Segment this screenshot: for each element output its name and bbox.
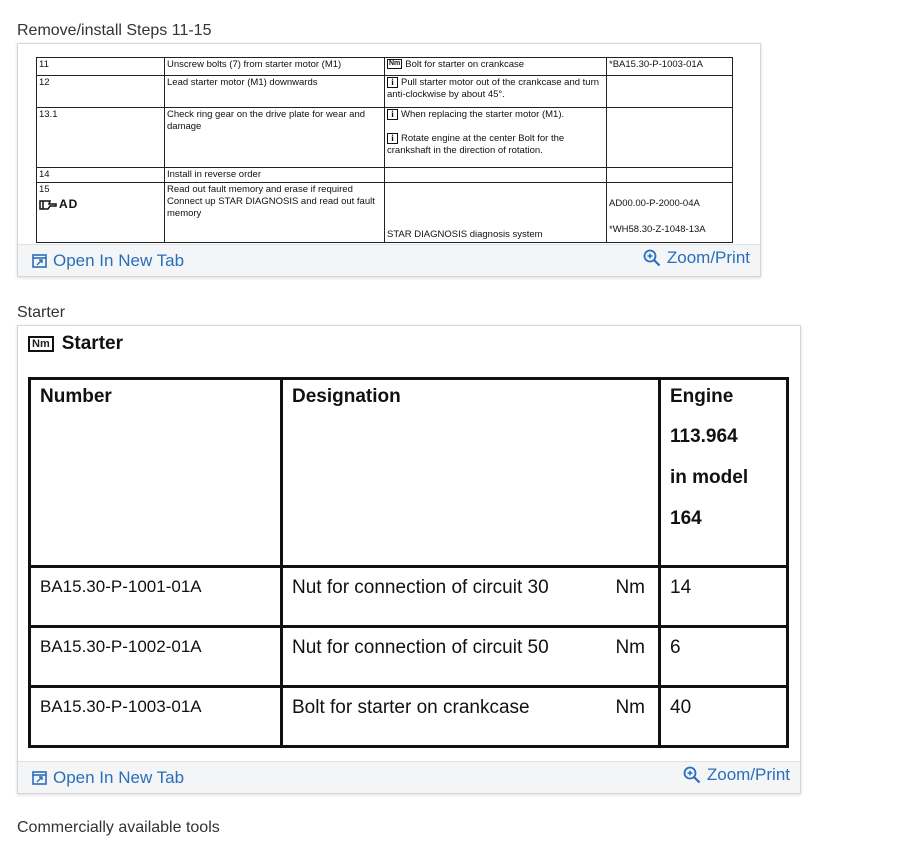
torque-value: 6 (660, 627, 788, 687)
step-note: i Pull starter motor out of the crankcase and turn anti-clockwise by about 45°. (385, 76, 607, 108)
step-ref[interactable] (607, 58, 733, 76)
step-action: Read out fault memory and erase if required Connect up STAR DIAGNOSIS and read out fault memory (165, 183, 385, 243)
open-tab-icon (32, 771, 47, 785)
torque-unit: Nm (615, 637, 645, 658)
steps-table (36, 57, 733, 243)
info-icon: i (387, 77, 398, 88)
starter-title: Starter (61, 333, 123, 354)
step-number: 11 (37, 58, 165, 76)
table-row (37, 76, 733, 108)
step-ref (607, 108, 733, 168)
torque-value: 14 (660, 567, 788, 627)
column-header-number: Number (30, 379, 282, 567)
step-note: i When replacing the starter motor (M1). i Rotate engine at the center Bolt for the crankshaft in the direction of rotation. (385, 108, 607, 168)
section-title-tools: Commercially available tools (17, 819, 220, 836)
pointing-hand-icon (39, 198, 57, 210)
torque-unit: Nm (615, 697, 645, 718)
torque-table (28, 377, 789, 748)
ref-link[interactable]: *BA15.30-P-1003-01A (609, 59, 704, 70)
steps-panel (17, 43, 761, 277)
table-row (37, 108, 733, 168)
step-note: STAR DIAGNOSIS diagnosis system (385, 183, 607, 243)
info-icon: i (387, 133, 398, 144)
info-icon: i (387, 109, 398, 120)
table-row (30, 687, 788, 747)
panel-footer (18, 761, 800, 793)
zoom-in-icon (683, 766, 701, 784)
zoom-print-link[interactable]: Zoom/Print (643, 248, 750, 268)
table-row (30, 567, 788, 627)
step-number: 14 (37, 168, 165, 183)
step-note (385, 168, 607, 183)
torque-value: 40 (660, 687, 788, 747)
nm-icon: Nm (389, 60, 401, 68)
nm-icon: Nm (28, 336, 54, 352)
step-action: Check ring gear on the drive plate for wear and damage (165, 108, 385, 168)
section-title-steps: Remove/install Steps 11-15 (17, 22, 212, 39)
torque-designation: Nut for connection of circuit 30 Nm (282, 567, 660, 627)
starter-heading (28, 333, 123, 355)
torque-number: BA15.30-P-1003-01A (30, 687, 282, 747)
table-header-row (30, 379, 788, 567)
zoom-in-icon (643, 249, 661, 267)
ad-badge: AD (39, 198, 162, 210)
torque-number: BA15.30-P-1002-01A (30, 627, 282, 687)
step-action: Install in reverse order (165, 168, 385, 183)
step-action: Unscrew bolts (7) from starter motor (M1) (165, 58, 385, 76)
column-header-engine: Engine 113.964 in model 164 (660, 379, 788, 567)
open-new-tab-link[interactable]: Open In New Tab (32, 768, 184, 788)
ref-link[interactable]: AD00.00-P-2000-04A (609, 198, 700, 209)
open-tab-icon (32, 254, 47, 268)
step-number: 13.1 (37, 108, 165, 168)
torque-designation: Nut for connection of circuit 50 Nm (282, 627, 660, 687)
step-ref (607, 76, 733, 108)
table-row (37, 183, 733, 243)
column-header-designation: Designation (282, 379, 660, 567)
section-title-starter: Starter (17, 304, 66, 321)
step-ref[interactable] (607, 183, 733, 243)
step-ref (607, 168, 733, 183)
step-action: Lead starter motor (M1) downwards (165, 76, 385, 108)
torque-designation: Bolt for starter on crankcase Nm (282, 687, 660, 747)
torque-unit: Nm (615, 577, 645, 598)
panel-footer (18, 244, 760, 276)
open-new-tab-link[interactable]: Open In New Tab (32, 251, 184, 271)
step-number: 12 (37, 76, 165, 108)
ref-link[interactable]: *WH58.30-Z-1048-13A (609, 224, 706, 235)
starter-panel (17, 325, 801, 794)
step-number: 15 AD (37, 183, 165, 243)
table-row (37, 58, 733, 76)
table-row (30, 627, 788, 687)
zoom-print-link[interactable]: Zoom/Print (683, 765, 790, 785)
step-note: Nm Bolt for starter on crankcase (385, 58, 607, 76)
torque-number: BA15.30-P-1001-01A (30, 567, 282, 627)
table-row (37, 168, 733, 183)
